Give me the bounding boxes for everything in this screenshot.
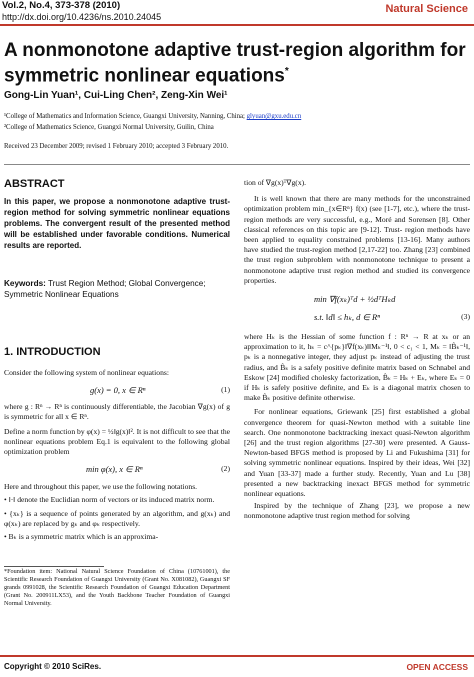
header-divider <box>4 164 470 165</box>
notation-item-3: • Bₖ is a symmetric matrix which is an approxima- <box>4 532 159 542</box>
paper-title <box>4 40 472 86</box>
keywords <box>4 278 230 300</box>
equation-1-number: (1) <box>221 385 230 395</box>
right-paragraph-2: It is well known that there are many methods for the unconstrained optimization problem min_{x∈Rⁿ} f(x) (see [1-7], etc.), where the trust-region methods are very successful, e.g., Moré and Sorensen [8]. Other classical references on this topic are [9-12]. Trust- region methods have been applied to equality constrained problems [13-16]. Many authors have studied the trust-region method [2,17-22] too. Zhang [23] combined the trust region subproblem with nonmonotone technique to present a nonmonotone adaptive trust region method and studied its convergence properties. <box>244 194 470 285</box>
copyright-notice: Copyright © 2010 SciRes. <box>4 662 102 671</box>
abstract-heading: ABSTRACT <box>4 178 65 190</box>
right-paragraph-5: Inspired by the technique of Zhang [23], we propose a new nonmonotone adaptive trust region method for solving <box>244 501 470 521</box>
notation-item-2: • {xₖ} is a sequence of points generated by an algorithm, and g(xₖ) and φ(xₖ) are replaced by gₖ and φₖ respectively. <box>4 508 230 528</box>
journal-reference: Vol.2, No.4, 373-378 (2010) <box>2 0 121 11</box>
intro-paragraph-3: Define a norm function by φ(x) = ½‖g(x)‖². It is not difficult to see that the nonlinear equations problem Eq.1 is equivalent to the following global optimization problem <box>4 426 230 457</box>
open-access-label: OPEN ACCESS <box>406 662 468 672</box>
right-paragraph-1: tion of ∇g(x)ᵀ∇g(x). <box>244 178 307 187</box>
equation-2-number: (2) <box>221 464 230 474</box>
equation-3-constraint: s.t. ‖d‖ ≤ hₖ, d ∈ Rⁿ <box>314 312 380 323</box>
equation-2-body: min φ(x), x ∈ Rⁿ <box>86 464 143 475</box>
affiliation-1 <box>4 112 301 121</box>
equation-1 <box>4 382 230 400</box>
affiliation-2: ²College of Mathematics Science, Guangxi Normal University, Guilin, China <box>4 124 214 131</box>
intro-paragraph-4: Here and throughout this paper, we use the following notations. <box>4 482 198 492</box>
notation-item-1: • ‖·‖ denote the Euclidian norm of vectors or its induced matrix norm. <box>4 495 215 505</box>
author-list: Gong-Lin Yuan¹, Cui-Ling Chen², Zeng-Xin Wei¹ <box>4 90 228 101</box>
footnote-divider <box>4 566 104 567</box>
equation-1-body: g(x) = 0, x ∈ Rⁿ <box>90 385 146 396</box>
received-dates: Received 23 December 2009; revised 1 February 2010; accepted 3 February 2010. <box>4 143 229 150</box>
right-paragraph-3: where Hₖ is the Hessian of some function f : Rⁿ → R at xₖ or an approximation to it, hₖ = c^{pₖ}‖∇f(xₖ)‖‖Mₖ⁻¹‖, 0 < c₁ < 1, Mₖ = ‖B̂ₖ⁻¹‖, pₖ is a nonnegative integer, they adjust pₖ instead of adjusting the trust radius, and B̂ₖ is a safely positive definite matrix based on Schnabel and Eskow [24] modified cholesky factorization, B̂ₖ = Hₖ + Eₖ, where Eₖ = 0 if Hₖ is safely positive definite, and Eₖ is a diagonal matrix chosen to make B̂ₖ positive definite otherwise. <box>244 332 470 403</box>
equation-2 <box>4 461 230 479</box>
affiliation-1-text: ¹College of Mathematics and Information Science, Guangxi University, Nanning, China; <box>4 113 247 120</box>
footnote: *Foundation item: National Natural Science Foundation of China (10761001), the Scientific Research Foundation of Guangxi University (Grant No. X081082), Guangxi SF grands 0991028, the Scientific Research Foundation of Guangxi Education Department (Grant No. 200911LX53), and the Youth Backbone Teacher Foundation of Guangxi Normal University. <box>4 568 230 607</box>
title-footnote-mark: * <box>284 66 289 77</box>
right-column-body <box>244 178 470 522</box>
keywords-label: Keywords: <box>4 279 46 288</box>
author-email-link[interactable]: glyuan@gxu.edu.cn <box>246 113 302 120</box>
introduction-heading: 1. INTRODUCTION <box>4 346 101 358</box>
intro-paragraph-1: Consider the following system of nonlinear equations: <box>4 368 169 377</box>
intro-paragraph-2: where g : Rⁿ → Rⁿ is continuously differentiable, the Jacobian ∇g(x) of g is symmetric for all x ∈ Rⁿ. <box>4 402 230 422</box>
abstract-text: In this paper, we propose a nonmonotone adaptive trust-region method for solving symmetric nonlinear equations problems. The convergent result of the presented method will be established under favorable conditions. Numerical results are reported. <box>4 197 230 250</box>
equation-3-number: (3) <box>461 312 470 322</box>
equation-3-objective: min ∇f(xₖ)ᵀd + ½dᵀHₖd <box>314 294 396 305</box>
equation-3 <box>244 292 470 328</box>
introduction-body <box>4 368 230 542</box>
journal-name: Natural Science <box>385 3 468 15</box>
right-paragraph-4: For nonlinear equations, Griewank [25] first established a global convergence theorem for quasi-Newton method with a suitable line search. One nonmonotone backtracking inexact quasi-Newton algorithm [26] and the trust region algorithms [27-30] were presented. A Gauss-Newton-based BFGS method is proposed by Li and Fukushima [31] for solving symmetric nonlinear equations. Inspired by their ideas, Wei [32] and Yuan [33-37] made a further study. Recently, Yuan and Lu [38] presented a new backtracking inexact BFGS method for symmetric nonlinear equations. <box>244 407 470 499</box>
doi-link[interactable]: http://dx.doi.org/10.4236/ns.2010.24045 <box>2 12 162 22</box>
keywords-text: Trust Region Method; Global Convergence; Symmetric Nonlinear Equations <box>4 279 206 299</box>
paper-title-text: A nonmonotone adaptive trust-region algorithm for symmetric nonlinear equations <box>4 40 466 87</box>
